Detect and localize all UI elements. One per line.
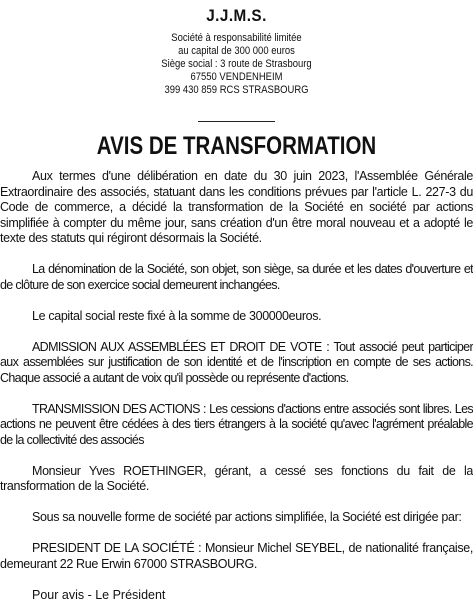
company-registered-office: Siège social : 3 route de Strasbourg — [33, 58, 440, 71]
paragraph-new-form: Sous sa nouvelle forme de société par actions simplifiée, la Société est dirigée par: — [0, 510, 473, 526]
paragraph-president: PRESIDENT DE LA SOCIÉTÉ : Monsieur Michel SEYBEL, de nationalité française, demeurant 22 Rue Erwin 67000 STRASBOURG. — [0, 541, 473, 572]
company-capital: au capital de 300 000 euros — [33, 45, 440, 58]
company-postal-city: 67550 VENDENHEIM — [33, 71, 440, 84]
company-name: J.J.M.S. — [24, 6, 450, 26]
paragraph-share-transfer: TRANSMISSION DES ACTIONS : Les cessions d'actions entre associés sont libres. Les actions ne peuvent être cédées à des tiers étrangers à la société qu'avec l'agrément préalable de la collectivité des associés — [0, 402, 473, 449]
header-divider — [198, 121, 275, 122]
notice-body — [0, 169, 473, 603]
paragraph-former-manager: Monsieur Yves ROETHINGER, gérant, a cessé ses fonctions du fait de la transformation de la Société. — [0, 464, 473, 495]
signoff: Pour avis - Le Président — [0, 588, 473, 603]
company-header — [0, 6, 473, 97]
company-legal-form: Société à responsabilité limitée — [33, 32, 440, 45]
paragraph-admission-voting: ADMISSION AUX ASSEMBLÉES ET DROIT DE VOTE : Tout associé peut participer aux assemblées sur justification de son identité et de l'inscription en compte de ses actions. Chaque associé a autant de voix qu'il possède ou représente d'actions. — [0, 340, 473, 387]
company-rcs-number: 399 430 859 RCS STRASBOURG — [33, 84, 440, 97]
notice-title: AVIS DE TRANSFORMATION — [43, 131, 431, 161]
paragraph-share-capital: Le capital social reste fixé à la somme de 300000euros. — [0, 309, 473, 325]
paragraph-deliberation: Aux termes d'une délibération en date du 30 juin 2023, l'Assemblée Générale Extraordinaire des associés, statuant dans les conditions prévues par l'article L. 227-3 du Code de commerce, a décidé la transformation de la Société en société par actions simplifiée à compter du même jour, sans création d'un être moral nouveau et a adopté le texte des statuts qui régiront désormais la Société. — [0, 169, 473, 247]
paragraph-unchanged-items: La dénomination de la Société, son objet, son siège, sa durée et les dates d'ouverture et de clôture de son exercice social demeurent inchangées. — [0, 262, 473, 293]
